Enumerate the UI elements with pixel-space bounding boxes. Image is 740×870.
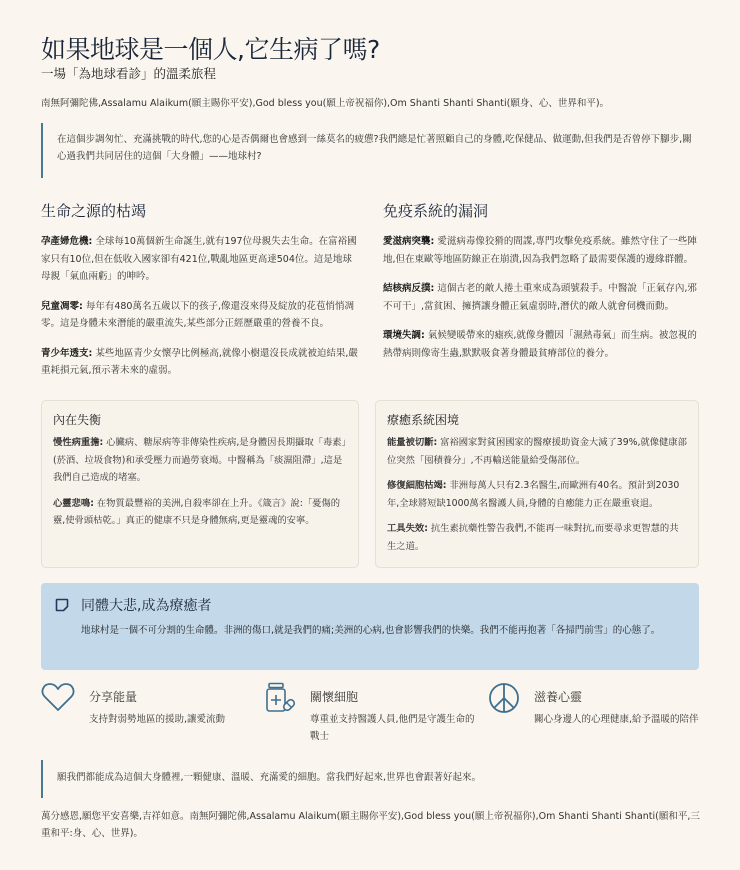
section-item — [383, 233, 701, 268]
opening-blessing: 南無阿彌陀佛,Assalamu Alaikum(願主賜你平安),God bless you(願上帝祝福你),Om Shanti Shanti Shanti(願身、心、世界和平)。 — [41, 98, 610, 109]
outro-quote: 願我們都能成為這個大身體裡,一顆健康、溫暖、充滿愛的細胞。當我們好起來,世界也會跟著好起來。 — [41, 760, 696, 798]
card-item — [53, 495, 347, 530]
item-label: 結核病反撲: — [383, 283, 435, 294]
action-text: 關心身邊人的心理健康,給予溫暖的陪伴 — [534, 714, 699, 725]
callout-title: 同體大悲,成為療癒者 — [81, 598, 212, 614]
item-label: 修復細胞枯竭: — [387, 480, 447, 491]
item-text: 非洲每萬人只有2.3名醫生,而歐洲有40名。預計到2030年,全球將短缺1000萬名醫護人員,身體的自癒能力正在嚴重衰退。 — [387, 480, 680, 509]
callout-text: 地球村是一個不可分割的生命體。非洲的傷口,就是我們的痛;美洲的心病,也會影響我們的快樂。我們不能再抱著「各掃門前雪」的心態了。 — [81, 625, 661, 636]
page-subtitle: 一場「為地球看診」的溫柔旅程 — [41, 66, 217, 81]
item-text: 每年有480萬名五歲以下的孩子,像還沒來得及綻放的花苞悄悄凋零。這是身體未來潛能的嚴重流失,某些部分正經歷嚴重的營養不良。 — [41, 300, 354, 329]
section-title: 生命之源的枯竭 — [41, 202, 147, 220]
item-label: 孕產婦危機: — [41, 236, 93, 247]
item-label: 工具失效: — [387, 523, 428, 534]
item-label: 心靈悲鳴: — [53, 497, 94, 509]
closing-blessing: 萬分感恩,願您平安喜樂,吉祥如意。南無阿彌陀佛,Assalamu Alaikum(願主賜你平安),God bless you(願上帝祝福你),Om Shanti Shanti Shanti(願和平,三重和平:身、心、世界)。 — [41, 811, 700, 839]
action-share-energy — [41, 682, 249, 728]
action-text: 尊重並支持醫護人員,他們是守護生命的戰士 — [310, 714, 475, 742]
item-text: 這個古老的敵人捲土重來成為頭號殺手。中醫說「正氣存內,邪不可干」,當貧困、擁擠讓身體正氣虛弱時,潛伏的敵人就會伺機而動。 — [383, 283, 697, 312]
action-title: 分享能量 — [89, 690, 138, 704]
note-icon — [55, 598, 69, 612]
section-immune-system — [383, 200, 701, 374]
card-healing-system — [375, 400, 699, 568]
section-item — [383, 280, 701, 315]
item-text: 愛滋病毒像狡猾的間諜,專門攻擊免疫系統。雖然守住了一些陣地,但在東歐等地區防線正在崩潰,因為我們忽略了最需要保護的邊緣群體。 — [383, 236, 697, 265]
medicine-icon — [264, 682, 296, 745]
card-title: 療癒系統困境 — [387, 413, 460, 427]
item-text: 心臟病、糖尿病等非傳染性疾病,是身體因長期攝取「毒素」(菸酒、垃圾食物)和承受壓力而過勞衰竭。中醫稱為「痰濕阻滯」,這是我們自己造成的堵塞。 — [53, 437, 347, 483]
action-nourish-soul — [488, 682, 704, 728]
action-text: 支持對弱勢地區的援助,讓愛流動 — [89, 714, 226, 725]
item-label: 青少年透支: — [41, 347, 93, 359]
section-item — [41, 345, 359, 380]
section-title: 免疫系統的漏洞 — [383, 202, 489, 220]
action-title: 滋養心靈 — [534, 690, 583, 704]
callout-box — [41, 583, 699, 670]
item-label: 能量被切斷: — [387, 437, 438, 448]
item-text: 某些地區青少女懷孕比例極高,就像小樹還沒長成就被迫結果,嚴重耗損元氣,預示著未來的虛弱。 — [41, 347, 358, 376]
item-label: 環境失調: — [383, 330, 425, 341]
item-label: 慢性病重擔: — [53, 437, 104, 448]
peace-icon — [488, 682, 520, 728]
item-label: 愛滋病突襲: — [383, 236, 435, 247]
card-item — [387, 520, 687, 555]
card-inner-imbalance — [41, 400, 359, 568]
card-item — [387, 477, 687, 512]
page-title: 如果地球是一個人,它生病了嗎? — [41, 35, 380, 64]
item-text: 富裕國家對貧困國家的醫療援助資金大減了39%,就像健康部位突然「囤積養分」,不再輸送能量給受傷部位。 — [387, 437, 687, 466]
section-item — [41, 233, 359, 286]
card-item — [53, 434, 347, 487]
section-item — [383, 327, 701, 362]
section-source-of-life — [41, 200, 359, 392]
action-title: 關懷細胞 — [310, 690, 359, 704]
card-item — [387, 434, 687, 469]
intro-quote: 在這個步調匆忙、充滿挑戰的時代,您的心是否偶爾也會感到一絲莫名的疲憊?我們總是忙著照顧自己的身體,吃保健品、做運動,但我們是否曾停下腳步,關心過我們共同居住的這個「大身體」——地球村? — [41, 123, 696, 178]
card-title: 內在失衡 — [53, 413, 102, 427]
item-text: 在物質最豐裕的美洲,自殺率卻在上升。《箴言》說:「憂傷的靈,使骨頭枯乾。」真正的健康不只是身體無病,更是靈魂的安寧。 — [53, 497, 341, 526]
section-item — [41, 298, 359, 333]
item-text: 全球每10萬個新生命誕生,就有197位母親失去生命。在富裕國家只有10位,但在低收入國家卻有421位,戰亂地區更高達504位。這是地球母親「氣血兩虧」的呻吟。 — [41, 236, 357, 282]
action-care-cells — [264, 682, 480, 745]
item-text: 抗生素抗藥性警告我們,不能再一味對抗,而要尋求更智慧的共生之道。 — [387, 523, 679, 552]
item-text: 氣候變暖帶來的瘧疾,就像身體因「濕熱毒氣」而生病。被忽視的熱帶病則像寄生蟲,默默吸食著身體最貧瘠部位的養分。 — [383, 330, 697, 359]
heart-icon — [41, 682, 75, 728]
item-label: 兒童凋零: — [41, 300, 83, 312]
